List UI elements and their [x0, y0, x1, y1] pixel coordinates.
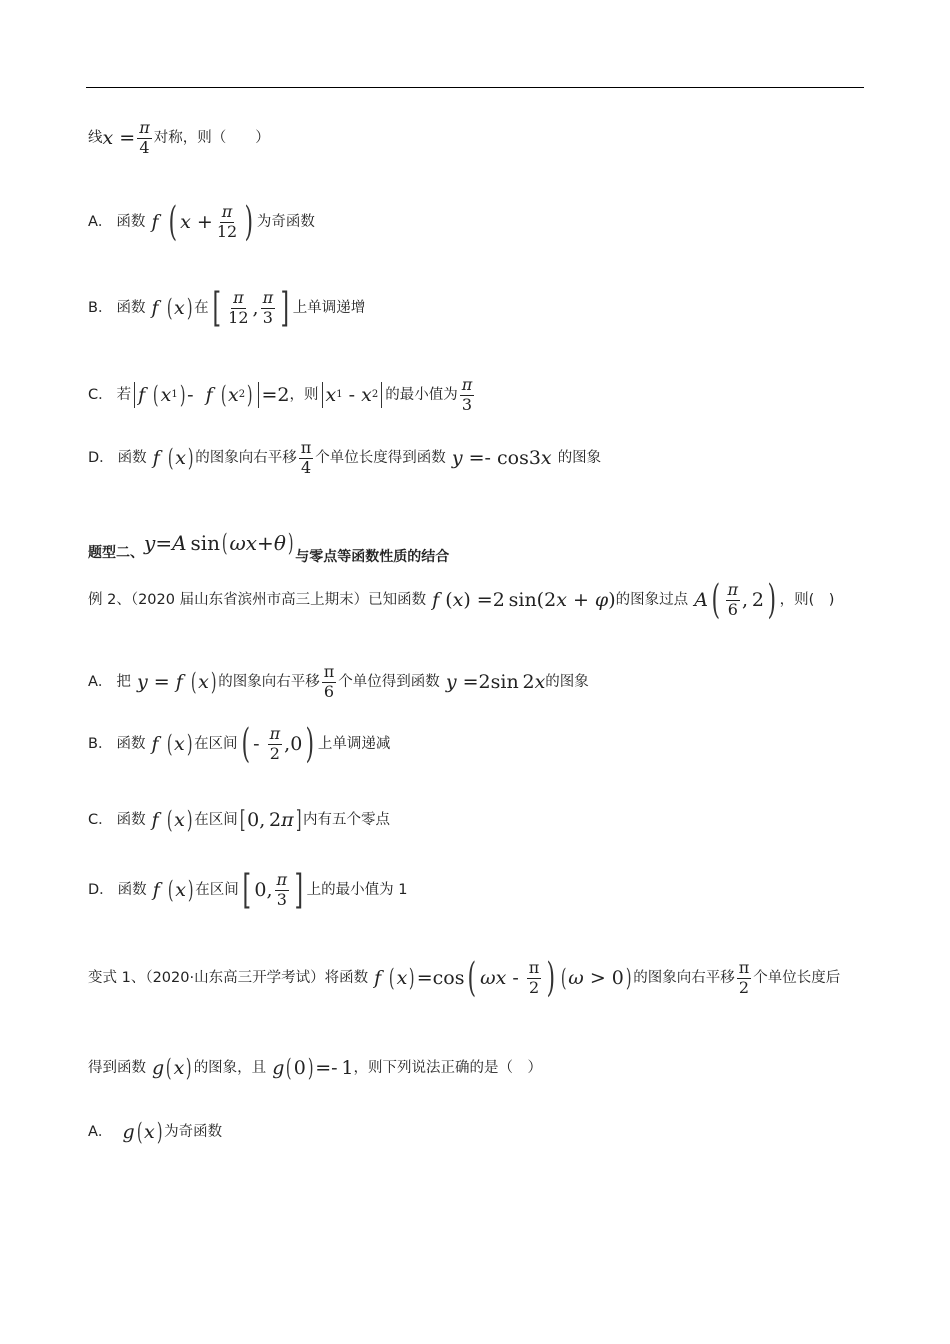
option-text: 把: [116, 674, 131, 691]
ex2-label: 例 2、（2020 届山东省滨州市高三上期末）已知函数: [88, 591, 427, 608]
var1-line2-pre: 得到函数: [88, 1059, 146, 1076]
option-text: 函数: [116, 735, 146, 752]
option-text: 在区间: [194, 811, 238, 828]
math-pi-over-6: $\frac{\pi}{6}$: [323, 662, 335, 701]
option-label: B．: [88, 735, 113, 752]
math-abs-diff-eq-2: f ( x 1 ) - f ( x 2 ) =2: [131, 382, 289, 408]
option-label: A．: [88, 674, 113, 691]
ex2-mid: 的图象过点: [615, 591, 689, 608]
q1-option-c[interactable]: [88, 377, 864, 414]
math-y-asin: y = A sin ( ωx + θ ): [144, 529, 294, 557]
var1-line2-mid: 的图象，且: [193, 1059, 267, 1076]
option-text: 在: [194, 299, 209, 316]
option-label: A．: [88, 1123, 113, 1140]
option-text: ，则: [289, 387, 319, 404]
math-y-eq-f-x: y = f ( x ): [136, 668, 217, 697]
option-text: 的图象向右平移: [195, 450, 297, 467]
q1-option-b[interactable]: [88, 285, 864, 331]
option-text: 上单调递增: [292, 299, 366, 316]
math-f-eq-cos: f ( x ) =cos ( ωx - $\frac{\pi}{2}$ ) ( ω > 0 ): [374, 955, 632, 1001]
option-label: A．: [88, 213, 113, 230]
option-text: 上单调递减: [317, 735, 391, 752]
math-y-eq-2sin2x: y =2sin 2 x: [445, 670, 546, 693]
q1-option-d[interactable]: [88, 440, 864, 477]
option-text: 函数: [117, 881, 147, 898]
option-text: 个单位得到函数: [338, 674, 440, 691]
ex2-stem: [88, 577, 864, 623]
math-f-x: f ( x ): [151, 730, 193, 758]
q1-suffix: 对称，则（ ）: [153, 130, 270, 147]
math-f-eq-2sin: f ( x ) =2 sin(2 x + φ ): [432, 588, 616, 611]
math-x-eq-pi-over-4: x = $\frac{\pi}{4}$: [102, 118, 150, 157]
var1-stem-line1: [88, 955, 864, 1001]
math-point-a: A ( $\frac{\pi}{6}$ , 2 ): [694, 577, 777, 623]
option-text: 函数: [117, 450, 147, 467]
var1-option-a[interactable]: [88, 1120, 864, 1144]
option-text: 在区间: [194, 735, 238, 752]
math-y-eq-neg-cos3x: y =- cos3 x: [451, 446, 552, 469]
math-interval-0-pi3: [ 0, $\frac{\pi}{3}$ ]: [242, 867, 304, 913]
q1-stem-line: [88, 120, 864, 157]
math-interval-neg-pi2-0: ( - $\frac{\pi}{2}$ ,0 ): [241, 721, 315, 767]
var1-label: 变式 1、（2020·山东高三开学考试）将函数: [88, 969, 369, 986]
option-label: C．: [88, 387, 113, 404]
math-interval-pi12-pi3: [ $\frac{\pi}{12}$ , $\frac{\pi}{3}$ ]: [212, 285, 290, 331]
math-pi-over-3: $\frac{\pi}{3}$: [461, 375, 473, 414]
option-text: 的图象向右平移: [218, 674, 320, 691]
option-text: 函数: [116, 299, 146, 316]
ex2-option-d[interactable]: [88, 867, 864, 913]
option-text: 的最小值为: [385, 387, 458, 404]
math-g-x: g ( x ): [122, 1118, 163, 1146]
math-g0-eq-neg1: g ( 0 ) =- 1: [272, 1054, 354, 1082]
section-heading: [88, 520, 449, 566]
ex2-option-a[interactable]: [88, 664, 864, 701]
ex2-tail: ，则( ): [779, 591, 835, 608]
option-label: C．: [88, 811, 113, 828]
var1-tail: 个单位长度后: [753, 969, 841, 986]
option-text: 内有五个零点: [303, 811, 390, 828]
option-text: 若: [116, 387, 132, 404]
section-suffix: 与零点等函数性质的结合: [295, 549, 450, 565]
option-label: D．: [88, 450, 114, 467]
math-f-x-plus-pi-12: f ( x + $\frac{\pi}{12}$ ): [151, 199, 254, 245]
section-prefix: 题型二、: [88, 545, 144, 561]
q1-option-a[interactable]: [88, 199, 864, 245]
math-pi-over-4: $\frac{\pi}{4}$: [300, 438, 312, 477]
var1-mid: 的图象向右平移: [633, 969, 735, 986]
math-f-x: f ( x ): [151, 294, 193, 322]
math-pi-over-2: $\frac{\pi}{2}$: [738, 957, 750, 997]
var1-line2-tail: ，则下列说法正确的是（ ）: [353, 1059, 542, 1076]
option-text: 上的最小值为 1: [306, 881, 408, 898]
q1-prefix: 线: [88, 130, 103, 147]
math-abs-x1-x2: x 1 - x 2: [319, 382, 386, 408]
option-text: 为奇函数: [164, 1123, 223, 1140]
option-label: B．: [88, 299, 113, 316]
option-text: 为奇函数: [256, 213, 315, 230]
option-text: 在区间: [195, 881, 239, 898]
var1-stem-line2: [88, 1056, 864, 1080]
math-g-x: g ( x ): [152, 1054, 192, 1082]
option-text: 函数: [116, 811, 146, 828]
option-text: 函数: [116, 213, 146, 230]
ex2-option-b[interactable]: [88, 721, 864, 767]
option-text: 个单位长度得到函数: [315, 450, 446, 467]
math-interval-0-2pi: [ 0, 2 π ]: [239, 806, 302, 834]
option-text: 的图象: [557, 450, 602, 467]
option-label: D．: [88, 881, 114, 898]
header-rule: [86, 87, 864, 88]
ex2-option-c[interactable]: [88, 808, 864, 832]
option-text: 的图象: [545, 674, 589, 691]
math-f-x: f ( x ): [152, 444, 194, 473]
math-f-x: f ( x ): [152, 876, 194, 904]
math-f-x: f ( x ): [151, 806, 193, 834]
